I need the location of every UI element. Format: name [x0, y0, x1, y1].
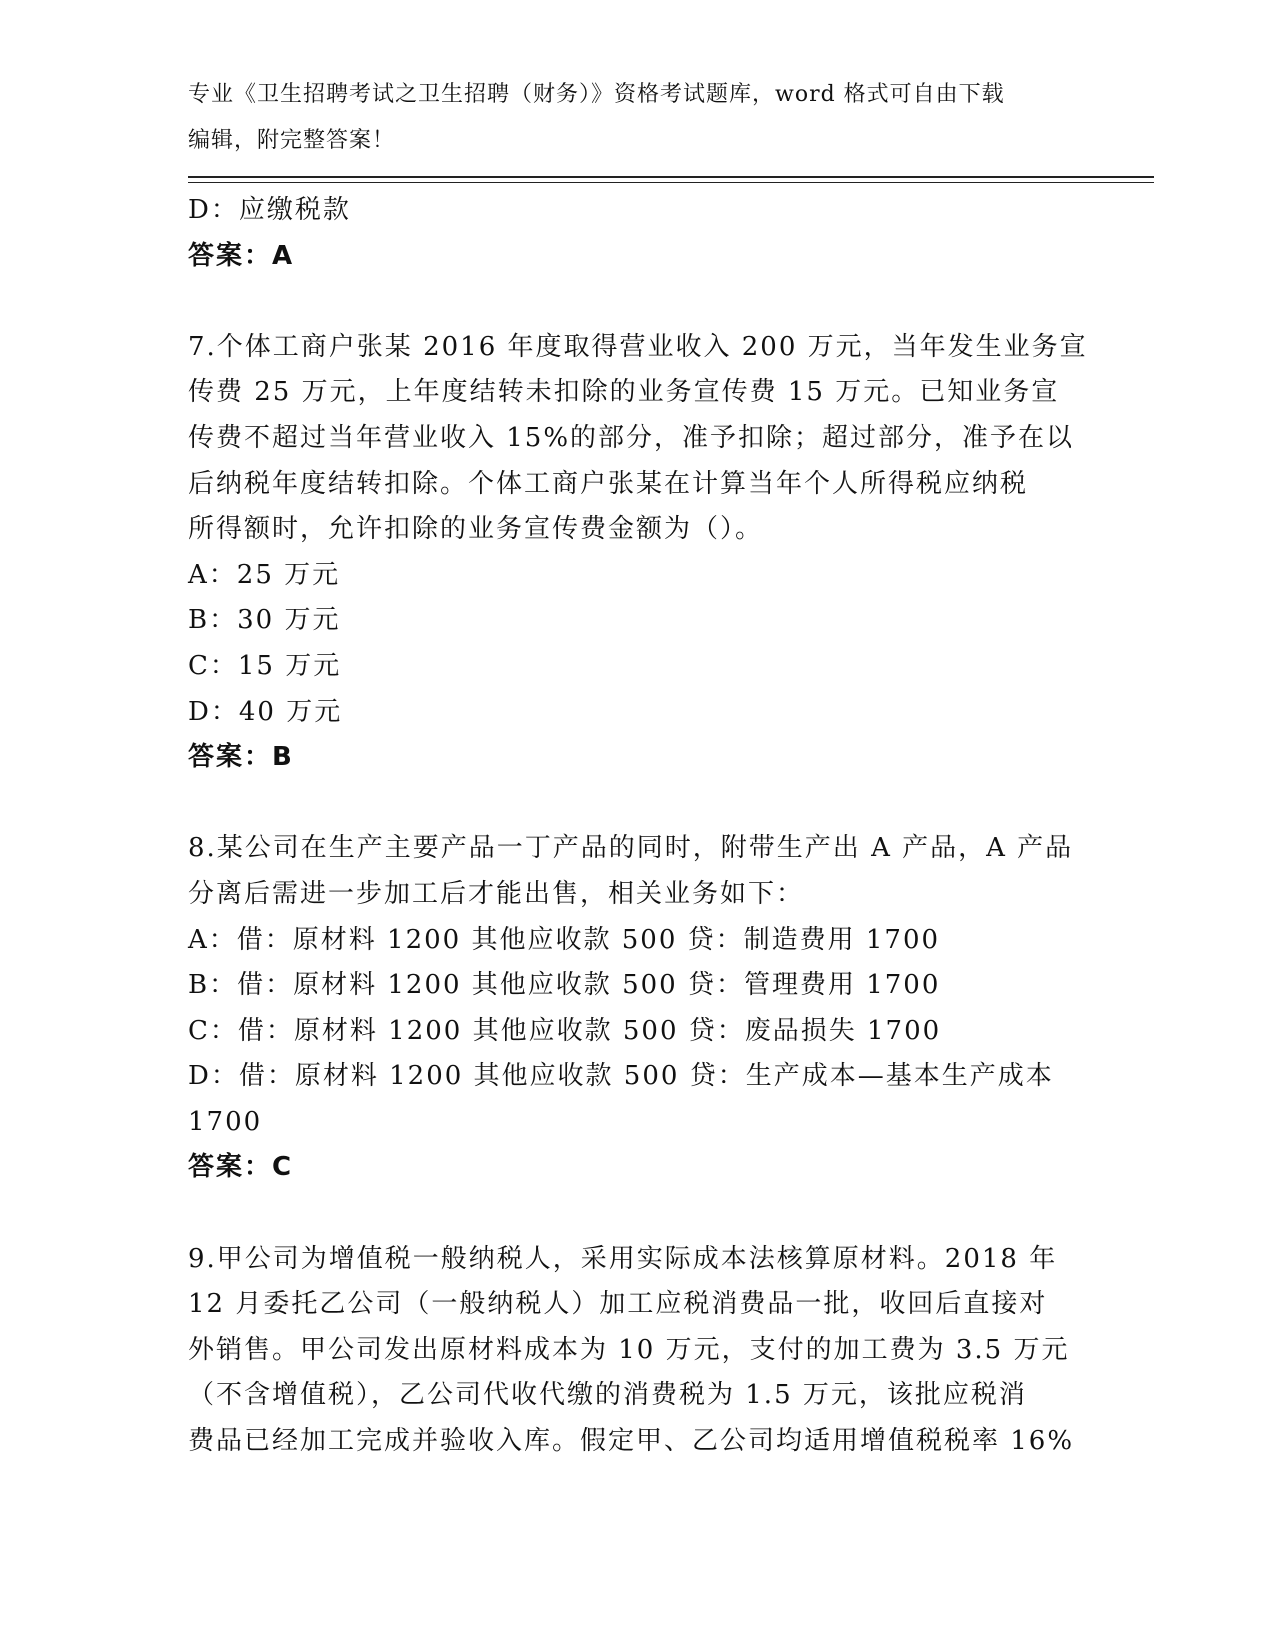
answer: 答案：C [188, 1152, 294, 1183]
header-line: 专业《卫生招聘考试之卫生招聘（财务）》资格考试题库，word 格式可自由下载 [188, 82, 1005, 107]
question-stem-line: 所得额时，允许扣除的业务宣传费金额为（）。 [188, 514, 764, 545]
option-b: B：借：原材料 1200 其他应收款 500 贷：管理费用 1700 [188, 970, 941, 1001]
question-stem-line: 传费 25 万元，上年度结转未扣除的业务宣传费 15 万元。已知业务宣 [188, 377, 1060, 408]
question-stem-line: 外销售。甲公司发出原材料成本为 10 万元，支付的加工费为 3.5 万元 [188, 1334, 1070, 1365]
question-stem-line: （不含增值税），乙公司代收代缴的消费税为 1.5 万元，该批应税消 [188, 1380, 1027, 1411]
question-8 [188, 826, 1088, 1191]
question-stem-line: 8.某公司在生产主要产品一丁产品的同时，附带生产出 A 产品，A 产品 [188, 833, 1074, 864]
option-a: A：25 万元 [188, 559, 341, 590]
question-stem-line: 12 月委托乙公司（一般纳税人）加工应税消费品一批，收回后直接对 [188, 1289, 1048, 1320]
question-stem-line: 7.个体工商户张某 2016 年度取得营业收入 200 万元，当年发生业务宣 [188, 331, 1088, 362]
option-a: A：借：原材料 1200 其他应收款 500 贷：制造费用 1700 [188, 924, 941, 955]
question-stem-line: 后纳税年度结转扣除。个体工商户张某在计算当年个人所得税应纳税 [188, 468, 1029, 499]
question-9 [188, 1237, 1088, 1465]
document-header [188, 72, 1068, 163]
header-line: 编辑，附完整答案！ [188, 127, 396, 153]
question-stem-line: 9.甲公司为增值税一般纳税人，采用实际成本法核算原材料。2018 年 [188, 1243, 1058, 1274]
option-c: C：借：原材料 1200 其他应收款 500 贷：废品损失 1700 [188, 1015, 942, 1046]
option-d-continued: 1700 [188, 1106, 263, 1137]
question-stem-line: 分离后需进一步加工后才能出售，相关业务如下： [188, 878, 805, 909]
question-stem-line: 费品已经加工完成并验收入库。假定甲、乙公司均适用增值税税率 16% [188, 1426, 1075, 1457]
option-b: B：30 万元 [188, 605, 341, 636]
answer: 答案：B [188, 742, 294, 773]
option-d: D：40 万元 [188, 696, 343, 727]
header-divider-thick [188, 176, 1154, 178]
spacer [188, 1191, 1088, 1237]
answer: 答案：A [188, 240, 295, 271]
question-7 [188, 325, 1088, 781]
option-d: D：应缴税款 [188, 195, 351, 225]
header-divider-thin [188, 182, 1154, 183]
spacer [188, 279, 1088, 325]
document-body [188, 188, 1088, 1465]
spacer [188, 781, 1088, 827]
question-stem-line: 传费不超过当年营业收入 15%的部分，准予扣除；超过部分，准予在以 [188, 422, 1075, 453]
option-c: C：15 万元 [188, 650, 342, 681]
option-d: D：借：原材料 1200 其他应收款 500 贷：生产成本—基本生产成本 [188, 1061, 1054, 1092]
